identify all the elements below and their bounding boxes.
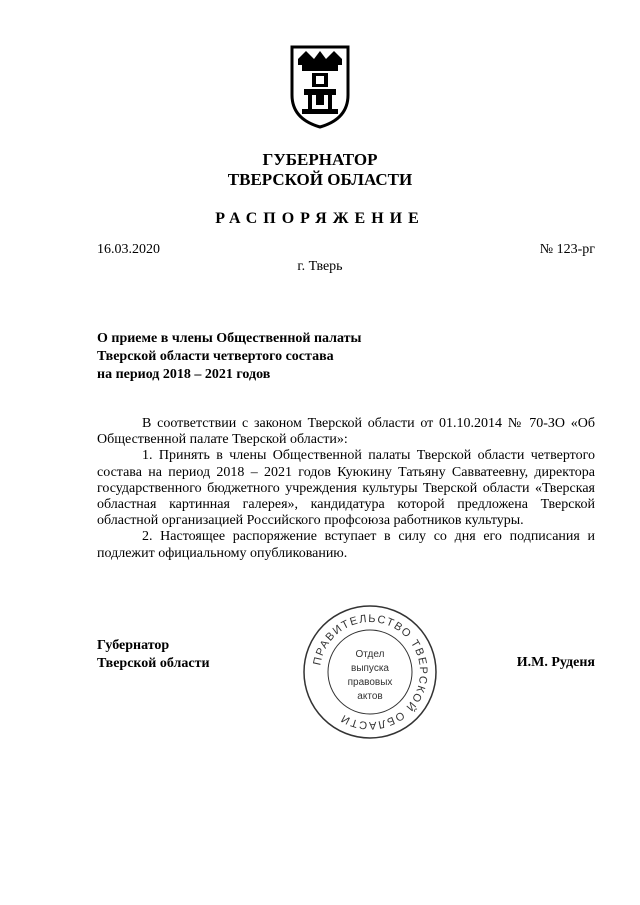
stamp-text: правовых xyxy=(347,677,393,688)
document-date: 16.03.2020 xyxy=(97,242,160,257)
body-item-2: 2. Настоящее распоряжение вступает в силу со дня его подписания и подлежит официальному опубликованию. xyxy=(97,529,595,561)
signatory-title xyxy=(97,637,210,673)
body-intro: В соответствии с законом Тверской области от 01.10.2014 № 70-ЗО «Об Общественной палате Тверской области»: xyxy=(97,416,595,448)
stamp-text: выпуска xyxy=(351,663,389,674)
signatory-title-line: Тверской области xyxy=(97,656,210,671)
stamp-text: Отдел xyxy=(355,649,385,660)
signatory-title-line: Губернатор xyxy=(97,638,170,653)
document-type: РАСПОРЯЖЕНИЕ xyxy=(215,210,425,227)
document-body xyxy=(97,416,595,562)
document-subject xyxy=(97,330,361,384)
signatory-name: И.М. Руденя xyxy=(516,655,595,670)
document-number: № 123-рг xyxy=(539,242,595,257)
document-city: г. Тверь xyxy=(297,259,343,274)
org-title-line1: ГУБЕРНАТОР xyxy=(262,150,378,169)
subject-line: Тверской области четвертого состава xyxy=(97,349,334,364)
stamp-ring-text: ПРАВИТЕЛЬСТВО ТВЕРСКОЙ ОБЛАСТИ xyxy=(311,612,430,732)
body-item-1: 1. Принять в члены Общественной палаты Тверской области четвертого состава на период 2018 – 2021 годов Куюкину Татьяну Савватеевну, директора государственного бюджетного учреждения культуры Тверской области «Тверская областная картинная галерея», кандидатура которой предложена Тверской областной организацией Российского профсоюза работников культуры. xyxy=(97,448,595,529)
org-title-line2: ТВЕРСКОЙ ОБЛАСТИ xyxy=(227,170,413,189)
subject-line: на период 2018 – 2021 годов xyxy=(97,367,271,382)
subject-line: О приеме в члены Общественной палаты xyxy=(97,331,362,346)
stamp-text: актов xyxy=(357,691,383,702)
coat-of-arms-icon xyxy=(288,45,352,129)
official-stamp xyxy=(300,602,440,742)
